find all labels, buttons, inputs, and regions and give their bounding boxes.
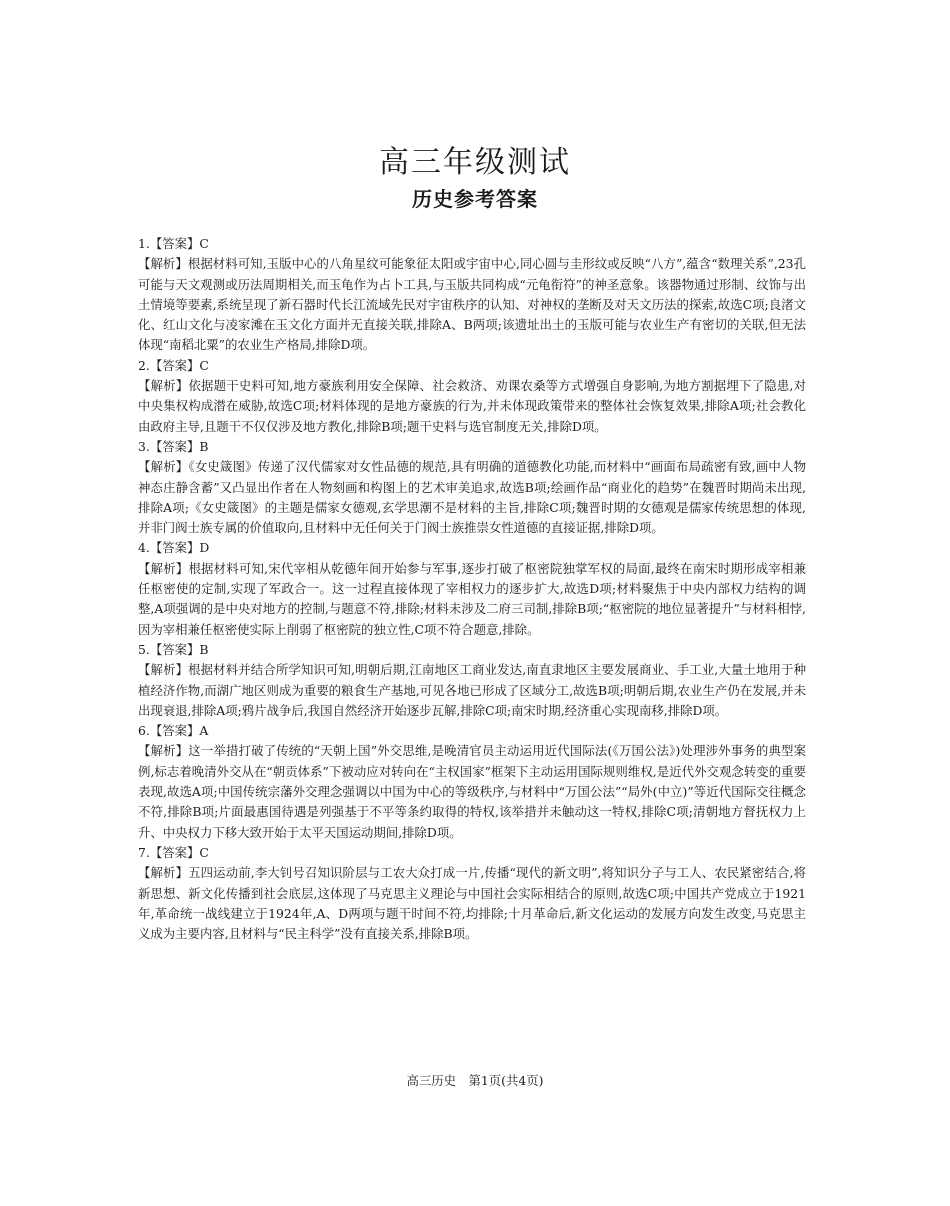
question-number: 4. — [138, 540, 150, 556]
question-item-6 — [138, 721, 806, 843]
question-number: 5. — [138, 641, 150, 657]
explanation-text: 【解析】这一举措打破了传统的“天朝上国”外交思维,是晚清官员主动运用近代国际法(《万国公法》)处理涉外事务的典型案例,标志着晚清外交从在“朝贡体系”下被动应对转向在“主权国家”框架下主动运用国际规则维权,是近代外交观念转变的重要表现,故选A项;中国传统宗藩外交理念强调以中国为中心的等级秩序,与材料中“万国公法”“局外(中立)”等近代国际交往概念不符,排除B项;片面最惠国待遇是列强基于不平等条约取得的特权,该举措并未触动这一特权,排除C项;清朝地方督抚权力上升、中央权力下移大致开始于太平天国运动期间,排除D项。 — [138, 743, 806, 840]
page-title: 高三年级测试 — [379, 145, 571, 180]
question-number: 7. — [138, 844, 150, 860]
question-item-5 — [138, 640, 806, 721]
answer-text: 【答案】B — [149, 438, 209, 454]
explanation-text: 【解析】依据题干史料可知,地方豪族利用安全保障、社会救济、劝课农桑等方式增强自身影响,为地方割据埋下了隐患,对中央集权构成潜在威胁,故选C项;材料体现的是地方豪族的行为,并未体现政策带来的整体社会恢复效果,排除A项;社会教化由政府主导,且题干不仅仅涉及地方教化,排除B项;题干史料与选官制度无关,排除D项。 — [138, 378, 806, 434]
answer-text: 【答案】D — [149, 540, 210, 556]
question-number: 6. — [138, 723, 150, 739]
explanation-text: 【解析】五四运动前,李大钊号召知识阶层与工农大众打成一片,传播“现代的新文明”,将知识分子与工人、农民紧密结合,将新思想、新文化传播到社会底层,这体现了马克思主义理论与中国社会实际相结合的原则,故选C项;中国共产党成立于1921年,革命统一战线建立于1924年,A、D两项与题干时间不符,均排除;十月革命后,新文化运动的发展方向发生改变,马克思主义成为主要内容,且材料与“民主科学”没有直接关系,排除B项。 — [138, 865, 806, 942]
explanation-text: 【解析】根据材料可知,宋代宰相从乾德年间开始参与军事,逐步打破了枢密院独掌军权的局面,最终在南宋时期形成宰相兼任枢密使的定制,实现了军政合一。这一过程直接体现了宰相权力的逐步扩大,故选D项;材料聚焦于中央内部权力结构的调整,A项强调的是中央对地方的控制,与题意不符,排除;材料未涉及二府三司制,排除B项;“枢密院的地位显著提升”与材料相悖,因为宰相兼任枢密使实际上削弱了枢密院的独立性,C项不符合题意,排除。 — [138, 560, 806, 637]
question-number: 3. — [138, 438, 150, 454]
question-item-1 — [138, 234, 806, 356]
page-subtitle: 历史参考答案 — [412, 187, 538, 211]
answer-line — [138, 437, 806, 457]
explanation-text: 【解析】《女史箴图》传递了汉代儒家对女性品德的规范,具有明确的道德教化功能,而材料中“画面布局疏密有致,画中人物神态庄静含蓄”又凸显出作者在人物刻画和构图上的艺术审美追求,故选B项;绘画作品“商业化的趋势”在魏晋时期尚未出现,排除A项;《女史箴图》的主题是儒家女德观,玄学思潮不是材料的主旨,排除C项;魏晋时期的女德观是儒家传统思想的体现,并非门阀士族专属的价值取向,且材料中无任何关于门阀士族推崇女性道德的直接证据,排除D项。 — [138, 459, 806, 536]
answer-text: 【答案】C — [149, 844, 209, 860]
explanation-text: 【解析】根据材料并结合所学知识可知,明朝后期,江南地区工商业发达,南直隶地区主要发展商业、手工业,大量土地用于种植经济作物,而湖广地区则成为重要的粮食生产基地,可见各地已形成了区域分工,故选B项;明朝后期,农业生产仍在发展,并未出现衰退,排除A项;鸦片战争后,我国自然经济开始逐步瓦解,排除C项;南宋时期,经济重心实现南移,排除D项。 — [138, 662, 806, 718]
question-item-3 — [138, 437, 806, 538]
answer-line — [138, 356, 806, 376]
page-footer: 高三历史 第1页(共4页) — [406, 1073, 544, 1088]
answer-line — [138, 843, 806, 863]
answer-text: 【答案】B — [149, 641, 209, 657]
answer-line — [138, 721, 806, 741]
answer-text: 【答案】C — [149, 357, 209, 373]
answer-line — [138, 234, 806, 254]
question-item-7 — [138, 843, 806, 944]
answer-text: 【答案】C — [149, 236, 209, 251]
question-number: 2. — [138, 357, 150, 373]
question-number: 1. — [138, 236, 150, 251]
explanation-text: 【解析】根据材料可知,玉版中心的八角星纹可能象征太阳或宇宙中心,同心圆与圭形纹或反映“八方”,蕴含“数理关系”,23孔可能与天文观测或历法周期相关,而玉龟作为占卜工具,与玉版共同构成“元龟衔符”的神圣意象。该器物通过形制、纹饰与出土情境等要素,系统呈现了新石器时代长江流域先民对宇宙秩序的认知、对神权的垄断及对天文历法的探索,故选C项;良渚文化、红山文化与凌家滩在玉文化方面并无直接关联,排除A、B两项;该遗址出土的玉版可能与农业生产有密切的关联,但无法体现“南稻北粟”的农业生产格局,排除D项。 — [138, 256, 806, 353]
answer-text: 【答案】A — [149, 723, 209, 739]
answer-list — [138, 234, 806, 944]
answer-line — [138, 538, 806, 558]
question-item-4 — [138, 538, 806, 639]
question-item-2 — [138, 356, 806, 437]
answer-line — [138, 640, 806, 660]
